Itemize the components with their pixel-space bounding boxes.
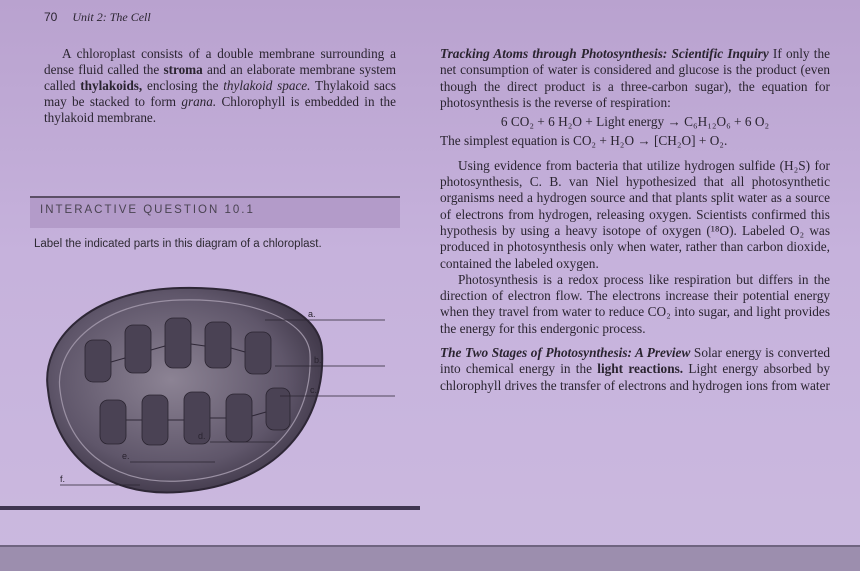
chloroplast-paragraph: A chloroplast consists of a double membrane surrounding a dense fluid called the stroma and an elaborate membrane system called thylakoids, enclosing the thylakoid space. Thylakoid sacs may be stacked to form grana. Chlorophyll is embedded in the thylakoid membrane. — [44, 46, 396, 125]
simplest-equation: The simplest equation is CO₂ + H₂O → [CH₂O] + O₂. — [440, 133, 728, 149]
section-rule — [0, 506, 420, 510]
label-b: b. — [314, 355, 322, 365]
label-c: c. — [310, 385, 318, 395]
page-number: 70 — [44, 10, 58, 24]
interactive-question-title: INTERACTIVE QUESTION 10.1 — [40, 204, 255, 216]
interactive-question-prompt: Label the indicated parts in this diagram of a chloroplast. — [34, 238, 322, 250]
label-a: a. — [308, 309, 316, 319]
bottom-margin-band — [0, 545, 860, 571]
label-f: f. — [60, 474, 66, 484]
term-thylakoid-space: thylakoid space. — [223, 78, 311, 93]
van-niel-paragraph: Using evidence from bacteria that utilize hydrogen sulfide (H₂S) for photosynthesis, C. B. van Niel hypothesized that all photosynthetic organisms need a hydrogen source and that plants split water as a source of electrons from hydrogen, releasing oxygen. Scientists confirmed this hypothesis by using a heavy isotope of oxygen (¹⁸O). Labeled O₂ was produced in photosynthesis only when water, rather than carbon dioxide, contained the labeled oxygen. — [440, 157, 830, 271]
term-light-reactions: light reactions. — [597, 361, 684, 377]
left-column — [44, 46, 396, 126]
label-d: d. — [198, 431, 206, 441]
right-column — [440, 46, 830, 394]
photosynthesis-equation: 6 CO₂ + 6 H₂O + Light energy → C₆H₁₂O₆ + 6 O₂ — [500, 114, 770, 130]
page-header — [44, 10, 151, 25]
label-e: e. — [122, 451, 130, 461]
unit-title: Unit 2: The Cell — [72, 10, 151, 24]
heading-two-stages: The Two Stages of Photosynthesis: A Preview — [440, 345, 691, 361]
redox-paragraph: Photosynthesis is a redox process like respiration but differs in the direction of electron flow. The electrons increase their potential energy when they travel from water to reduce CO₂ into sugar, and light provides the energy for this endergonic process. — [440, 271, 830, 336]
tracking-atoms-paragraph: Tracking Atoms through Photosynthesis: Scientific Inquiry If only the net consumption of water is considered and glucose is the product (even though the direct product is a three-carbon sugar), the equation for photosynthesis is the reverse of respiration: — [440, 46, 830, 110]
chloroplast-diagram — [30, 270, 410, 515]
two-stages-paragraph: The Two Stages of Photosynthesis: A Preview Solar energy is converted into chemical energy in the light reactions. Light energy absorbed by chlorophyll drives the transfer of electrons and hydrogen ions from water — [440, 345, 831, 393]
term-stroma: stroma — [163, 62, 203, 77]
heading-tracking-atoms: Tracking Atoms through Photosynthesis: Scientific Inquiry — [440, 46, 769, 61]
term-thylakoids: thylakoids, — [80, 78, 143, 93]
term-grana: grana. — [181, 94, 217, 109]
